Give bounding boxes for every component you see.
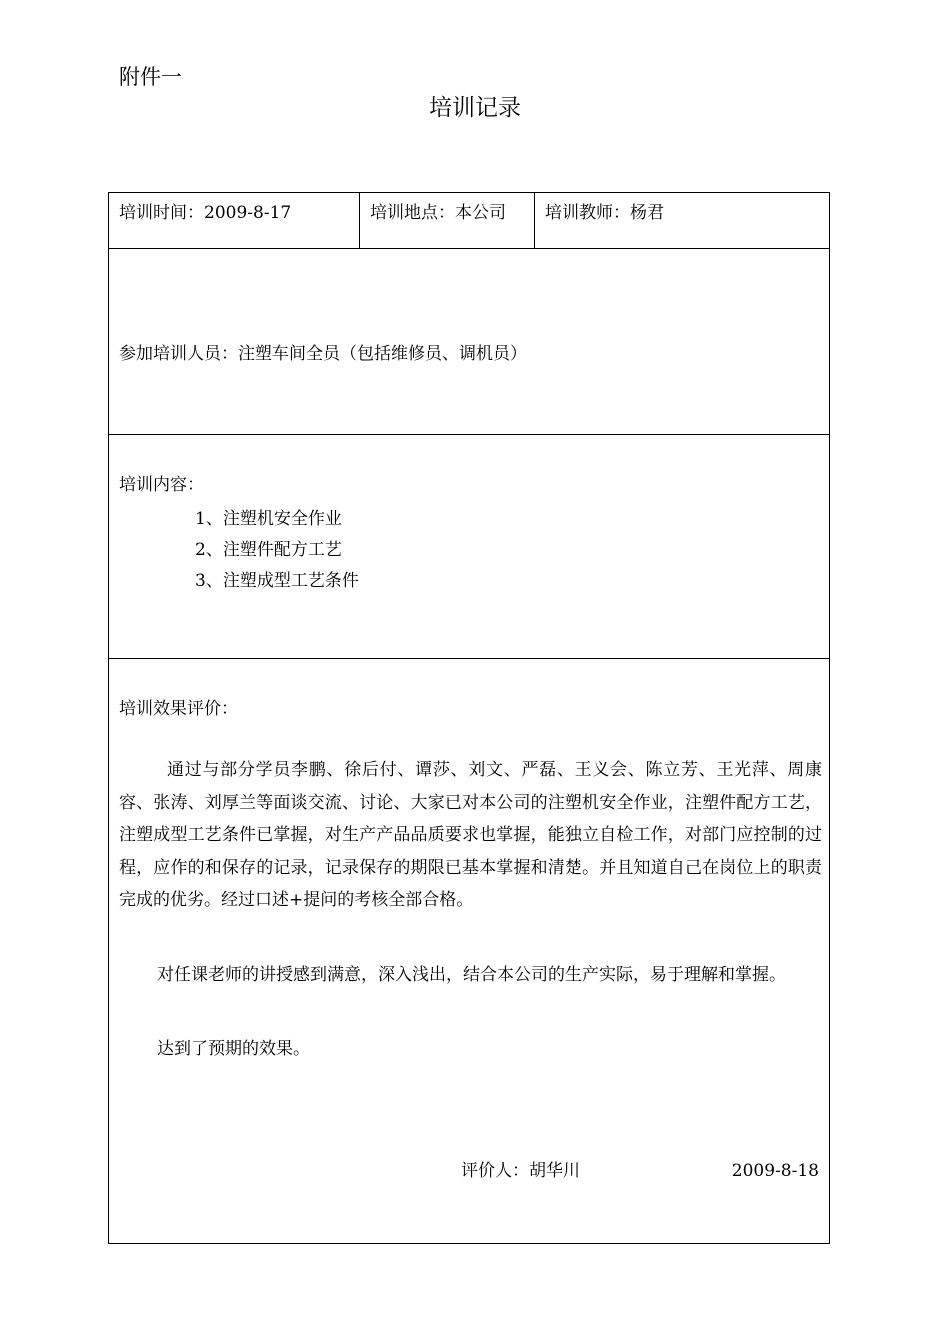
evaluation-paragraph: 达到了预期的效果。	[157, 1039, 310, 1059]
attendees-text: 参加培训人员：注塑车间全员（包括维修员、调机员）	[119, 344, 527, 364]
evaluation-label: 培训效果评价：	[119, 699, 238, 719]
content-list	[195, 504, 359, 597]
training-place-cell	[360, 193, 535, 248]
content-row	[109, 435, 829, 659]
content-item: 2、注塑件配方工艺	[195, 540, 342, 560]
content-item: 1、注塑机安全作业	[195, 509, 342, 529]
evaluation-paragraph: 通过与部分学员李鹏、徐后付、谭莎、刘文、严磊、王义会、陈立芳、王光萍、周康容、张涛、刘厚兰等面谈交流、讨论、大家已对本公司的注塑机安全作业，注塑件配方工艺，注塑成型工艺条件已掌握，对生产产品品质要求也掌握，能独立自检工作，对部门应控制的过程，应作的和保存的记录，记录保存的期限已基本掌握和清楚。并且知道自己在岗位上的职责完成的优劣。经过口述+提问的考核全部合格。	[119, 760, 822, 910]
evaluation-paragraph: 对任课老师的讲授感到满意，深入浅出，结合本公司的生产实际，易于理解和掌握。	[157, 965, 786, 985]
attendees-row	[109, 249, 829, 435]
training-teacher-cell	[535, 193, 829, 248]
page-title: 培训记录	[429, 95, 521, 121]
evaluator: 评价人：胡华川	[461, 1161, 580, 1181]
training-record-form	[108, 192, 830, 1244]
training-time-cell	[109, 193, 360, 248]
evaluation-date: 2009-8-18	[731, 1161, 819, 1181]
evaluation-row	[109, 659, 829, 1243]
attachment-label: 附件一	[119, 65, 182, 89]
info-row	[109, 193, 829, 249]
content-label: 培训内容：	[119, 475, 204, 495]
training-place: 培训地点：本公司	[370, 203, 506, 223]
training-teacher: 培训教师：杨君	[545, 203, 664, 223]
content-item: 3、注塑成型工艺条件	[195, 571, 359, 591]
training-time: 培训时间：2009-8-17	[119, 203, 292, 223]
